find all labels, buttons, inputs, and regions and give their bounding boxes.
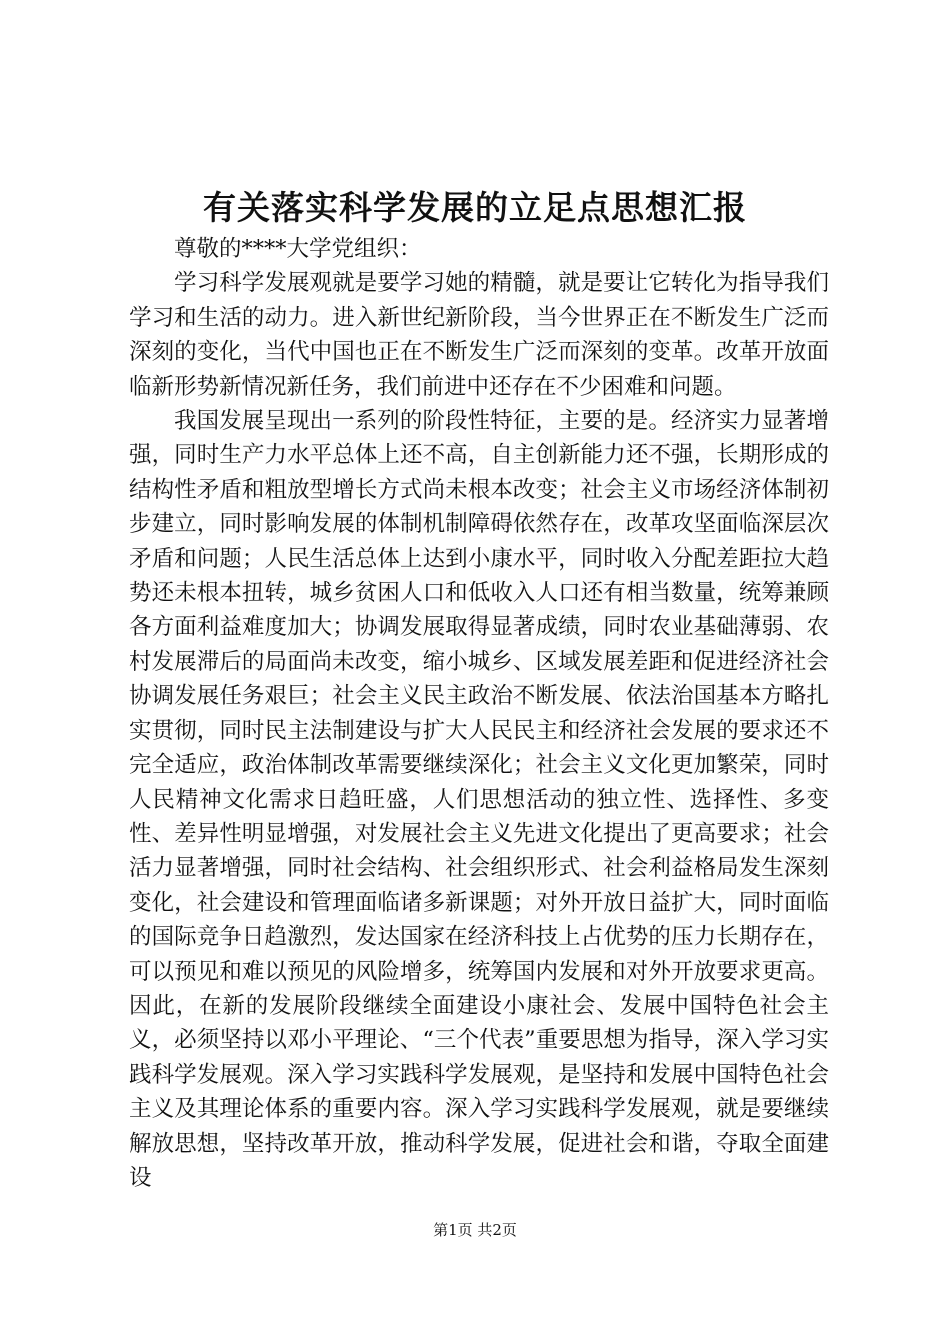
- salutation: 尊敬的****大学党组织：: [174, 236, 422, 262]
- paragraph: 学习科学发展观就是要学习她的精髓，就是要让它转化为指导我们学习和生活的动力。进入新世纪新阶段，当今世界正在不断发生广泛而深刻的变化，当代中国也正在不断发生广泛而深刻的变革。改革开放面临新形势新情况新任务，我们前进中还存在不少困难和问题。: [129, 270, 829, 400]
- paragraph: 我国发展呈现出一系列的阶段性特征，主要的是。经济实力显著增强，同时生产力水平总体上还不高，自主创新能力还不强，长期形成的结构性矛盾和粗放型增长方式尚未根本改变；社会主义市场经济体制初步建立，同时影响发展的体制机制障碍依然存在，改革攻坚面临深层次矛盾和问题；人民生活总体上达到小康水平，同时收入分配差距拉大趋势还未根本扭转，城乡贫困人口和低收入人口还有相当数量，统筹兼顾各方面利益难度加大；协调发展取得显著成绩，同时农业基础薄弱、农村发展滞后的局面尚未改变，缩小城乡、区域发展差距和促进经济社会协调发展任务艰巨；社会主义民主政治不断发展、依法治国基本方略扎实贯彻，同时民主法制建设与扩大人民民主和经济社会发展的要求还不完全适应，政治体制改革需要继续深化；社会主义文化更加繁荣，同时人民精神文化需求日趋旺盛，人们思想活动的独立性、选择性、多变性、差异性明显增强，对发展社会主义先进文化提出了更高要求；社会活力显著增强，同时社会结构、社会组织形式、社会利益格局发生深刻变化，社会建设和管理面临诸多新课题；对外开放日益扩大，同时面临的国际竞争日趋激烈，发达国家在经济科技上占优势的压力长期存在，可以预见和难以预见的风险增多，统筹国内发展和对外开放要求更高。因此，在新的发展阶段继续全面建设小康社会、发展中国特色社会主义，必须坚持以邓小平理论、“三个代表”重要思想为指导，深入学习实践科学发展观。深入学习实践科学发展观，是坚持和发展中国特色社会主义及其理论体系的重要内容。深入学习实践科学发展观，就是要继续解放思想，坚持改革开放，推动科学发展，促进社会和谐，夺取全面建设: [129, 408, 829, 1191]
- document-title: 有关落实科学发展的立足点思想汇报: [203, 188, 747, 227]
- page-number: 第1页 共2页: [433, 1221, 517, 1239]
- document-body: [129, 232, 829, 1195]
